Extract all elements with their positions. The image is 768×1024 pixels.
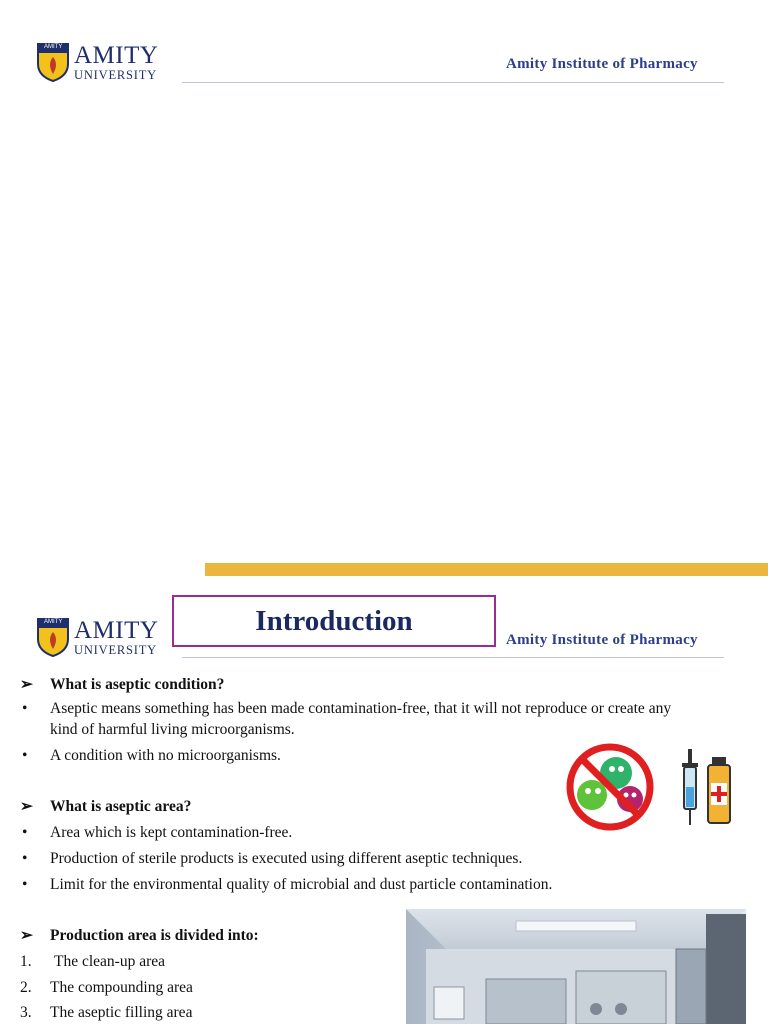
bullet-item: • Production of sterile products is executed using different aseptic techniques. <box>22 850 523 867</box>
bullet-item: • Area which is kept contamination-free. <box>22 824 293 841</box>
bullet-text: A condition with no microorganisms. <box>50 747 281 764</box>
clean-room-photo <box>406 909 746 1024</box>
institute-name-top: Amity Institute of Pharmacy <box>506 56 698 72</box>
slide-title: Introduction <box>255 604 413 637</box>
institute-name-bottom: Amity Institute of Pharmacy <box>506 632 698 648</box>
logo-university-text: UNIVERSITY <box>74 642 157 657</box>
numbered-text: The compounding area <box>50 979 193 996</box>
heading-aseptic-condition: ➢ What is aseptic condition? <box>20 676 225 693</box>
numbered-text: The clean-up area <box>54 953 166 970</box>
arrow-bullet-icon: ➢ <box>20 798 33 815</box>
bullet-text: Aseptic means something has been made contamination-free, that it will not reproduce or create any <box>50 700 672 717</box>
numbered-item: 1. The clean-up area <box>20 953 166 970</box>
title-box <box>172 595 496 647</box>
crest-text: AMITY <box>44 619 63 625</box>
bullet-text: Production of sterile products is executed using different aseptic techniques. <box>50 850 523 867</box>
crest-text: AMITY <box>44 44 63 50</box>
syringe-icon <box>682 749 698 825</box>
heading-aseptic-area: ➢ What is aseptic area? <box>20 798 192 815</box>
header-rule-bottom <box>182 657 724 658</box>
bullet-text: Limit for the environmental quality of microbial and dust particle contamination. <box>50 876 553 893</box>
arrow-bullet-icon: ➢ <box>20 676 33 693</box>
shield-crest-icon <box>36 42 70 82</box>
bullet-continuation: kind of harmful living microorganisms. <box>50 721 295 738</box>
heading-production-area: ➢ Production area is divided into: <box>20 927 259 944</box>
medicine-bottle-icon <box>708 757 730 823</box>
numbered-item: 2. The compounding area <box>20 979 193 996</box>
slide-divider-bar <box>205 563 768 576</box>
logo-amity-text: AMITY <box>74 616 159 644</box>
bullet-text: Area which is kept contamination-free. <box>50 824 293 841</box>
header-rule-top <box>182 82 724 83</box>
no-germs-icon <box>570 747 650 827</box>
shield-crest-icon <box>36 617 70 657</box>
logo-university-text: UNIVERSITY <box>74 67 157 82</box>
logo-amity-text: AMITY <box>74 41 159 69</box>
bullet-item: • A condition with no microorganisms. <box>22 747 281 764</box>
bullet-item: • Limit for the environmental quality of microbial and dust particle contamination. <box>22 876 553 893</box>
numbered-text: The aseptic filling area <box>50 1004 193 1021</box>
arrow-bullet-icon: ➢ <box>20 927 33 944</box>
amity-logo-top <box>36 42 158 82</box>
bullet-item: • Aseptic means something has been made contamination-free, that it will not reproduce or create any <box>22 700 672 717</box>
amity-logo-bottom <box>36 617 158 657</box>
numbered-item: 3. The aseptic filling area <box>20 1004 193 1021</box>
aseptic-illustration <box>554 743 740 831</box>
